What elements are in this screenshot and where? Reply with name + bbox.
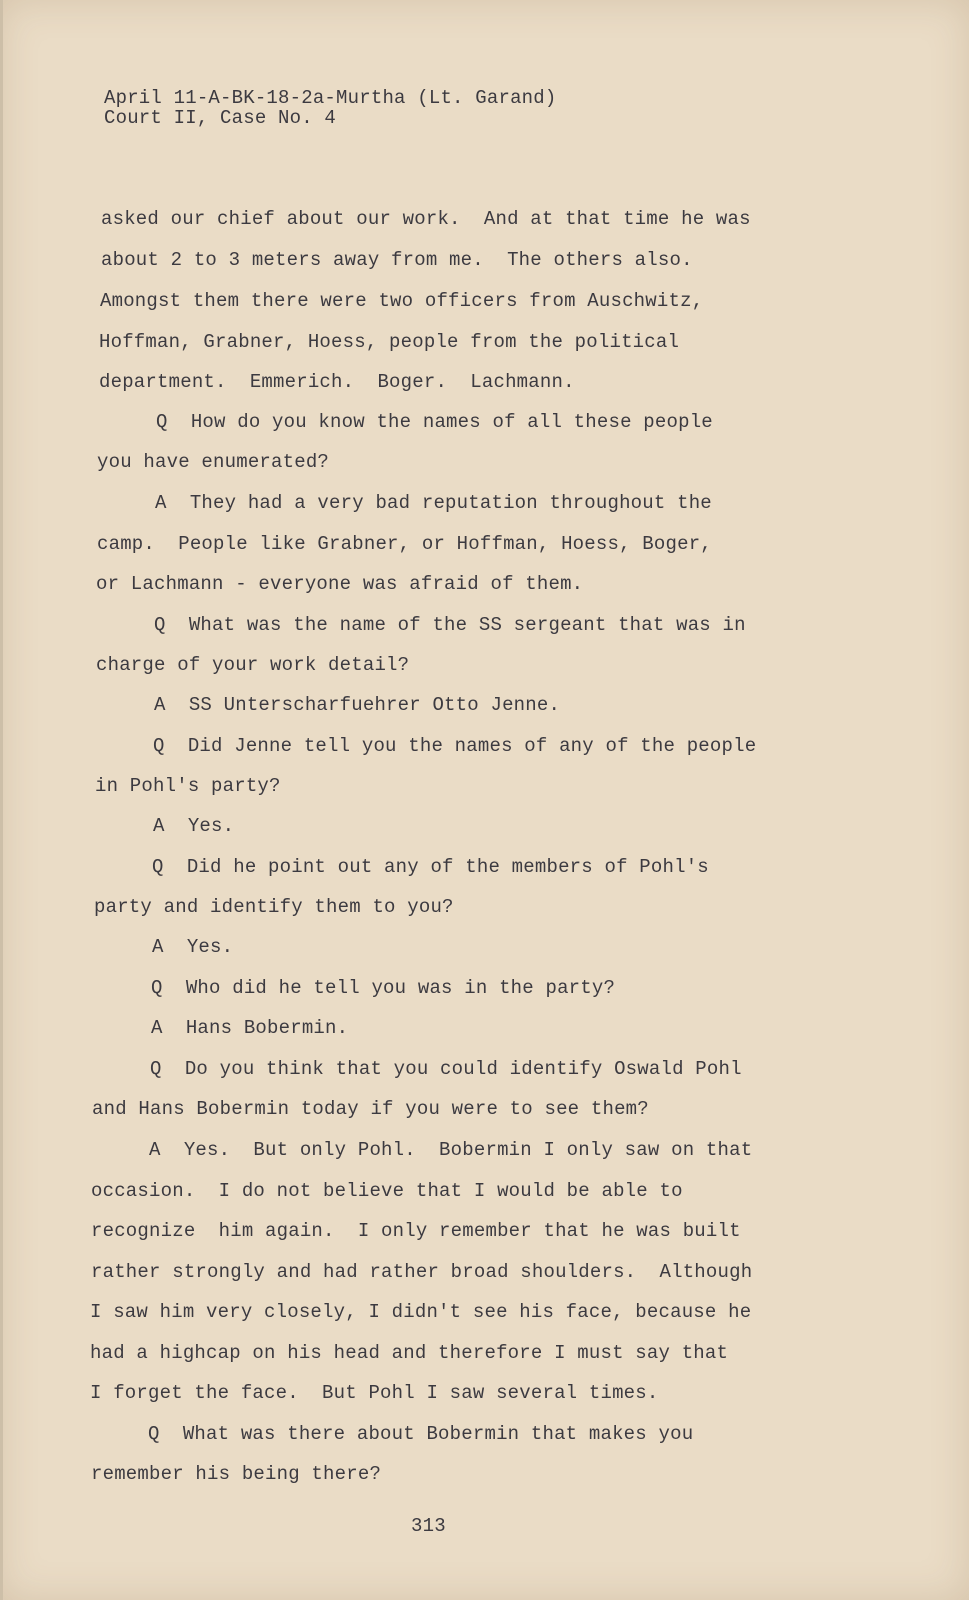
body-line: A Yes. But only Pohl. Bobermin I only saw on that (91, 1139, 753, 1161)
page-edge (0, 0, 3, 1600)
body-line: in Pohl's party? (95, 775, 281, 797)
body-line: you have enumerated? (97, 451, 330, 473)
body-line: Hoffman, Grabner, Hoess, people from the political (99, 331, 680, 353)
body-line: about 2 to 3 meters away from me. The others also. (101, 249, 693, 271)
page-number: 313 (411, 1515, 446, 1537)
body-line: camp. People like Grabner, or Hoffman, Hoess, Boger, (97, 533, 712, 555)
body-line: Q Did he point out any of the members of Pohl's (94, 856, 709, 878)
body-line: I saw him very closely, I didn't see his face, because he (90, 1301, 752, 1323)
body-line: had a highcap on his head and therefore I must say that (90, 1342, 729, 1364)
body-line: party and identify them to you? (94, 896, 454, 918)
body-line: Q Did Jenne tell you the names of any of the people (95, 735, 757, 757)
body-line: A Hans Bobermin. (93, 1017, 349, 1039)
body-line: charge of your work detail? (96, 654, 410, 676)
body-line: rather strongly and had rather broad shoulders. Although (91, 1261, 753, 1283)
body-line: A Yes. (94, 936, 234, 958)
body-line: Q Do you think that you could identify Oswald Pohl (92, 1058, 742, 1080)
body-line: A They had a very bad reputation throughout the (97, 492, 712, 514)
header-line-2: Court II, Case No. 4 (104, 107, 337, 129)
body-line: A SS Unterscharfuehrer Otto Jenne. (96, 694, 561, 716)
body-line: Q How do you know the names of all these people (98, 411, 713, 433)
body-line: asked our chief about our work. And at that time he was (101, 208, 751, 230)
header-line-1: April 11-A-BK-18-2a-Murtha (Lt. Garand) (104, 87, 557, 109)
body-line: occasion. I do not believe that I would be able to (91, 1180, 683, 1202)
body-line: department. Emmerich. Boger. Lachmann. (99, 371, 575, 393)
body-line: Q What was the name of the SS sergeant that was in (96, 614, 746, 636)
body-line: or Lachmann - everyone was afraid of them. (96, 573, 584, 595)
body-line: A Yes. (95, 815, 235, 837)
body-line: Q What was there about Bobermin that makes you (90, 1423, 694, 1445)
body-line: Amongst them there were two officers from Auschwitz, (100, 290, 704, 312)
body-line: remember his being there? (91, 1463, 382, 1485)
body-line: and Hans Bobermin today if you were to see them? (92, 1098, 649, 1120)
body-line: Q Who did he tell you was in the party? (93, 977, 616, 999)
body-line: recognize him again. I only remember that he was built (91, 1220, 741, 1242)
body-line: I forget the face. But Pohl I saw several times. (90, 1382, 659, 1404)
